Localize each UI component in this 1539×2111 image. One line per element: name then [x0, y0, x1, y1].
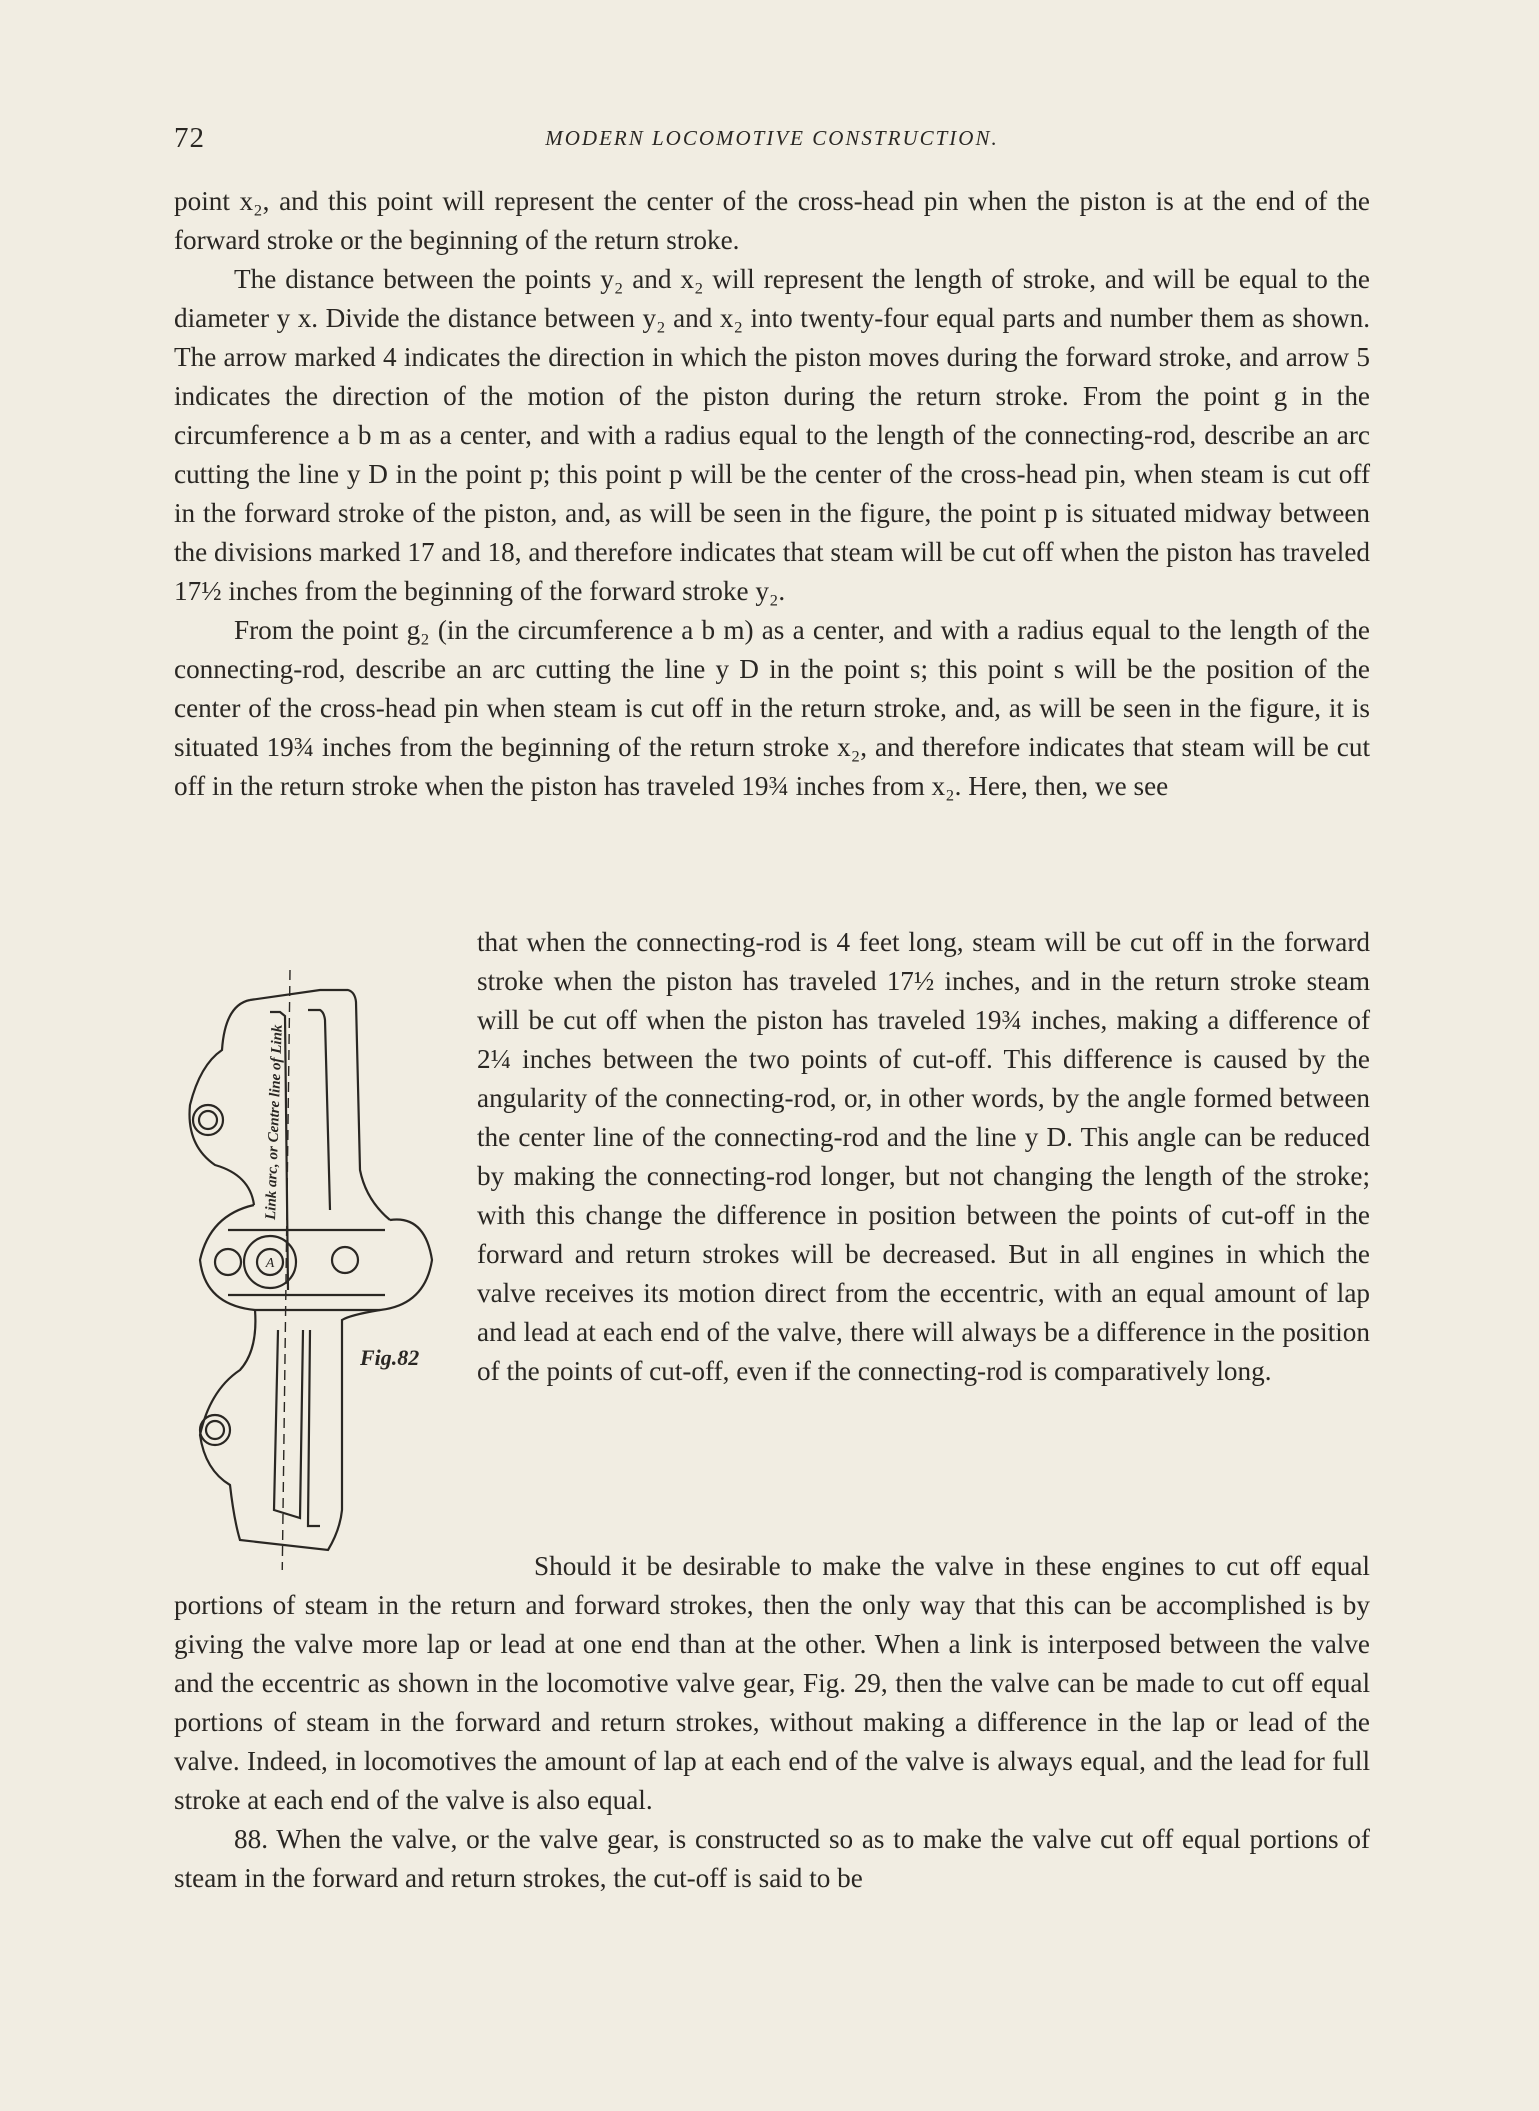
figure-caption: Fig.82 — [360, 1345, 420, 1370]
link-drawing — [170, 930, 470, 1570]
slot-lower-right — [308, 1330, 320, 1526]
pin-hole — [200, 1415, 230, 1445]
slot-right-upper — [308, 1010, 330, 1210]
pin-label: A — [265, 1256, 275, 1271]
paragraph: From the point g₂ (in the circumference a b m) as a center, and with a radius equal to the length of the connecting-rod, describe an arc cutting the line y D in the point s; this point s will be the position of the center of the cross-head pin when steam is cut off in the return stroke, and, as will be seen in the figure, it is situated 19¾ inches from the beginning of the return stroke x₂, and therefore indicates that steam will be cut off in the return stroke when the piston has traveled 19¾ inches from x₂. Here, then, we see — [174, 615, 1370, 801]
link-outline-left-upper — [190, 1000, 254, 1205]
pin-hole-inner — [199, 1111, 217, 1129]
body-text-top — [174, 182, 1370, 806]
slot-lower-left — [274, 1330, 303, 1518]
link-figure — [170, 930, 470, 1570]
page-header — [174, 122, 1370, 158]
paragraph: Should it be desirable to make the valve in these engines to cut off equal portions of steam in the return and forward strokes, then the only way that this can be accomplished is by giving the valve more lap or lead at one end than at the other. When a link is interposed between the valve and the eccentric as shown in the locomotive valve gear, Fig. 29, then the valve can be made to cut off equal portions of steam in the forward and return strokes, without making a difference in the lap or lead of the valve. Indeed, in locomotives the amount of lap at each end of the valve is always equal, and the lead for full stroke at each end of the valve is also equal. — [174, 1551, 1370, 1815]
arc-label: Link arc, or Centre line of Link — [263, 1024, 286, 1221]
paragraph: point x₂, and this point will represent the center of the cross-head pin when the piston is at the end of the forward stroke or the beginning of the return stroke. — [174, 186, 1370, 255]
pin-hole — [193, 1105, 223, 1135]
running-title: MODERN LOCOMOTIVE CONSTRUCTION. — [545, 126, 999, 150]
side-hole — [332, 1247, 358, 1273]
side-hole — [215, 1249, 241, 1275]
body-text-bottom — [174, 1547, 1370, 1898]
page-number: 72 — [174, 122, 205, 154]
paragraph: 88. When the valve, or the valve gear, is constructed so as to make the valve cut off equal portions of steam in the forward and return strokes, the cut-off is said to be — [174, 1824, 1370, 1893]
paragraph: The distance between the points y₂ and x₂ will represent the length of stroke, and will be equal to the diameter y x. Divide the distance between y₂ and x₂ into twenty-four equal parts and number them as shown. The arrow marked 4 indicates the direction in which the piston moves during the forward stroke, and arrow 5 indicates the direction of the motion of the piston during the return stroke. From the point g in the circumference a b m as a center, and with a radius equal to the length of the connecting-rod, describe an arc cutting the line y D in the point p; this point p will be the center of the cross-head pin, when steam is cut off in the forward stroke of the piston, and, as will be seen in the figure, the point p is situated midway between the divisions marked 17 and 18, and therefore indicates that steam will be cut off when the piston has traveled 17½ inches from the beginning of the forward stroke y₂. — [174, 264, 1370, 606]
wrap-paragraph: that when the connecting-rod is 4 feet long, steam will be cut off in the forward stroke when the piston has traveled 17½ inches, and in the return stroke steam will be cut off when the piston has traveled 19¾ inches, making a difference of 2¼ inches between the two points of cut-off. This difference is caused by the angularity of the connecting-rod, or, in other words, by the angle formed between the center line of the connecting-rod and the line y D. This angle can be reduced by making the connecting-rod longer, but not changing the length of the stroke; with this change the difference in position between the points of cut-off in the forward and return strokes will be decreased. But in all engines in which the valve receives its motion direct from the eccentric, with an equal amount of lap and lead at each end of the valve, there will always be a difference in the position of the points of cut-off, even if the connecting-rod is comparatively long. — [477, 927, 1370, 1386]
pin-hole-inner — [206, 1421, 224, 1439]
